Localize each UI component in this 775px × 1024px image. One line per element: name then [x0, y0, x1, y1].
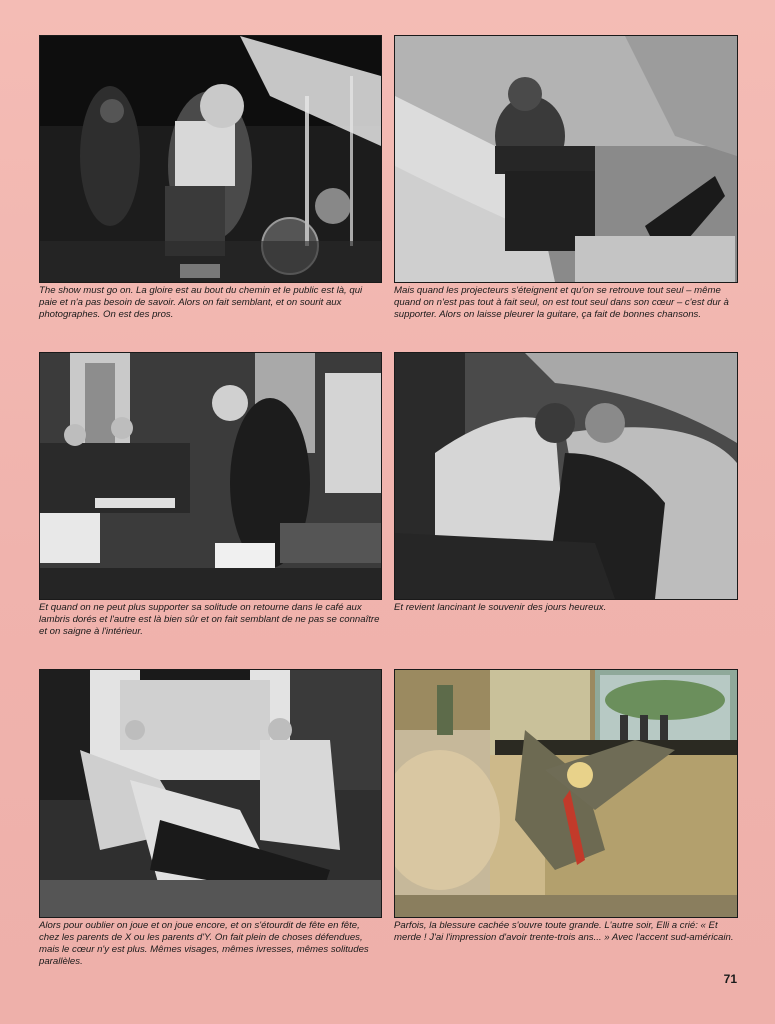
photo-couple-lying: [394, 352, 738, 600]
photo-guitarist-on-bed: [394, 35, 738, 283]
page-number: 71: [723, 972, 737, 986]
photo-concert-stage: [39, 35, 382, 283]
caption-3: Et quand on ne peut plus supporter sa solitude on retourne dans le café aux lambris dorés et l'autre est là bien sûr et on fait semblant de ne pas se connaître et on saigne à l'intérieur.: [39, 602, 380, 637]
caption-5: Alors pour oublier on joue et on joue encore, et on s'étourdit de fête en fête, chez les parents de X ou les parents d'Y. On fait plein de choses défendues, mais le cœur n'y est plus. Mêmes visages, mêmes ivresses, mêmes solitudes parallèles.: [39, 920, 369, 967]
caption-2: Mais quand les projecteurs s'éteignent et qu'on se retrouve tout seul – même quand on n'est pas tout à fait seul, on est tout seul dans son cœur – c'est dur à supporter. Alors on laisse pleurer la guitare, ça fait de bonnes chansons.: [394, 285, 729, 320]
caption-6: Parfois, la blessure cachée s'ouvre toute grande. L'autre soir, Elli a crié: « Et merde ! J'ai l'impression d'avoir trente-trois ans... » Avec l'accent sud-américain.: [394, 920, 734, 943]
caption-4: Et revient lancinant le souvenir des jours heureux.: [394, 602, 607, 613]
photo-party-floor: [39, 669, 382, 918]
photo-cafe-interior: [39, 352, 382, 600]
caption-1: The show must go on. La gloire est au bout du chemin et le public est là, qui paie et n'a pas besoin de savoir. Alors on fait semblant, et on sourit aux photographes. On est des pros.: [39, 285, 363, 320]
photo-woman-on-floor: [394, 669, 738, 918]
